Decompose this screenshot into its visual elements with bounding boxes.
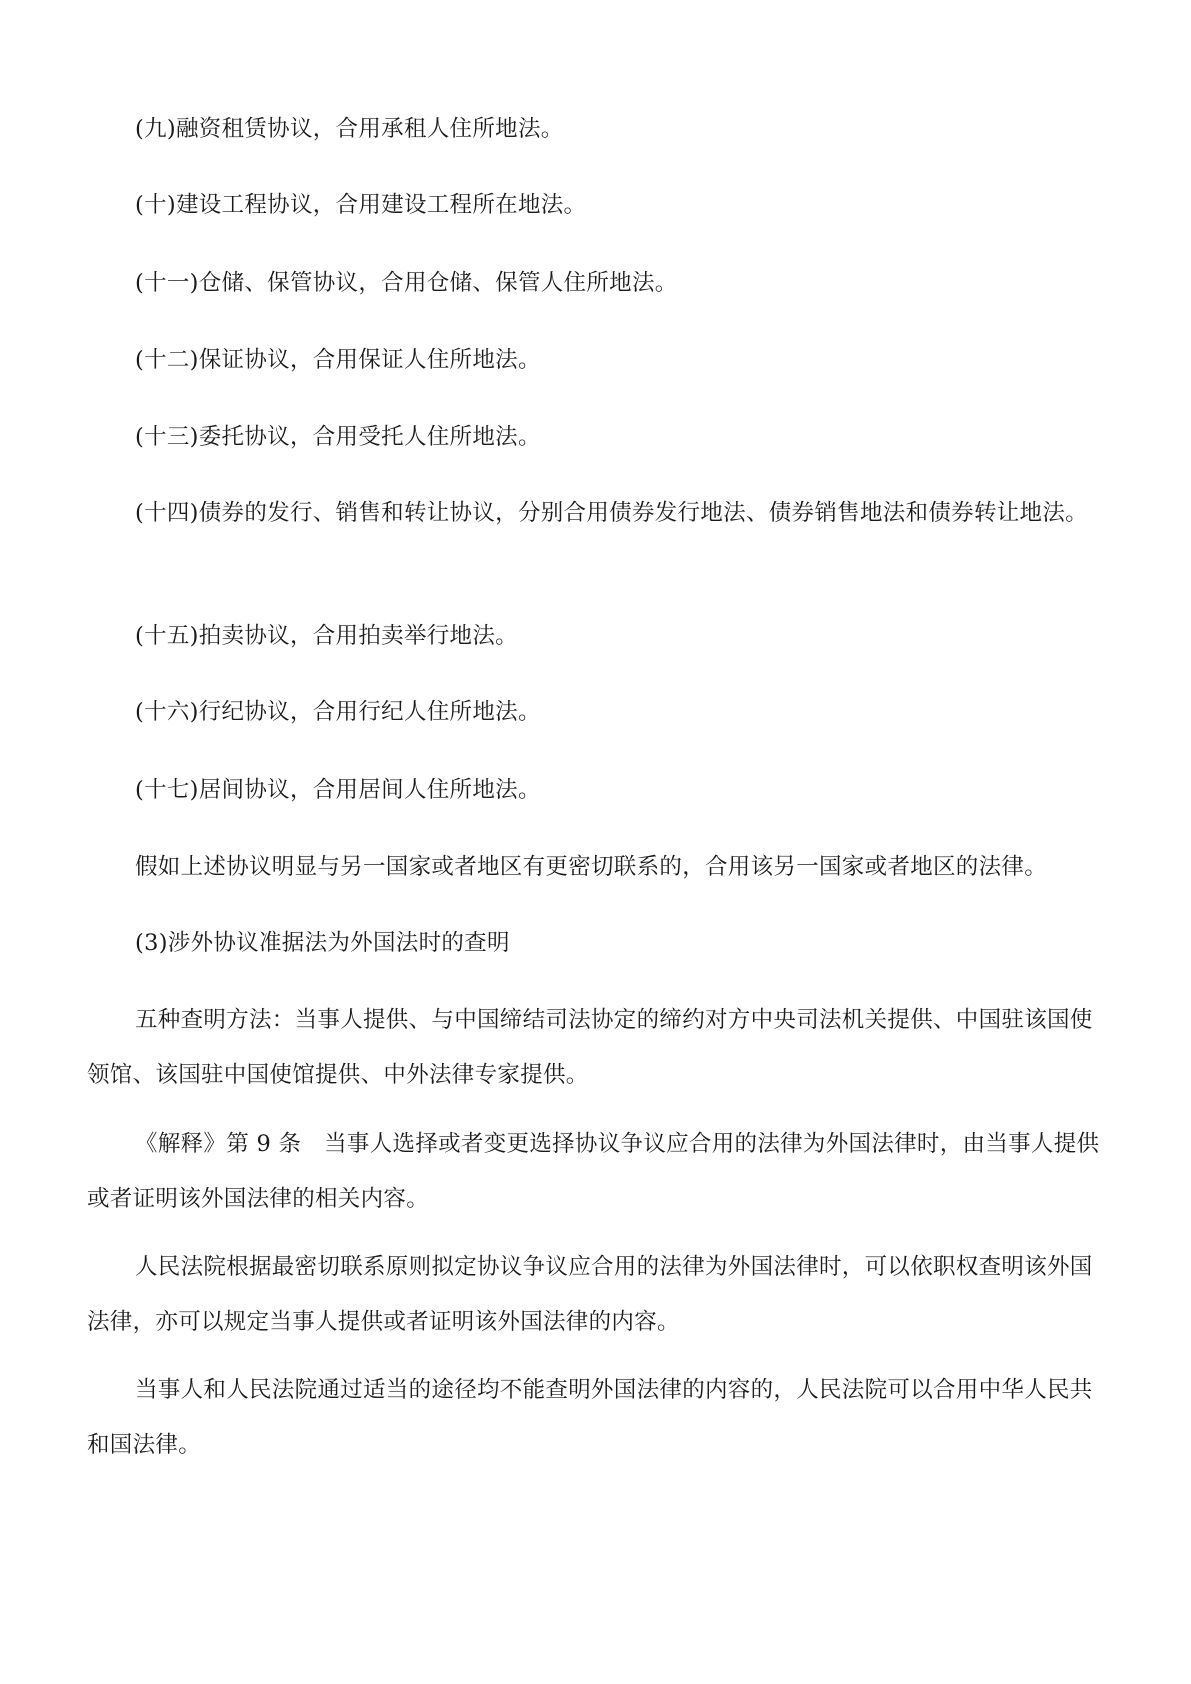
paragraph-item-10: (十)建设工程协议，合用建设工程所在地法。 (135, 192, 587, 218)
paragraph-court-ascertain: 人民法院根据最密切联系原则拟定协议争议应合用的法律为外国法律时，可以依职权查明该外国法律，亦可以规定当事人提供或者证明该外国法律的内容。 (87, 1254, 1093, 1335)
paragraph-interpretation-article-9: 《解释》第 9 条 当事人选择或者变更选择协议争议应合用的法律为外国法律时，由当事人提供或者证明该外国法律的相关内容。 (87, 1131, 1100, 1212)
paragraph-apply-prc-law: 当事人和人民法院通过适当的途径均不能查明外国法律的内容的，人民法院可以合用中华人民共和国法律。 (87, 1377, 1093, 1458)
paragraph-item-14: (十四)债券的发行、销售和转让协议，分别合用债券发行地法、债券销售地法和债券转让地法。 (135, 500, 1088, 526)
paragraph-item-9: (九)融资租赁协议，合用承租人住所地法。 (135, 116, 564, 142)
paragraph-item-11: (十一)仓储、保管协议，合用仓储、保管人住所地法。 (135, 270, 678, 296)
paragraph-item-17: (十七)居间协议，合用居间人住所地法。 (135, 777, 541, 803)
paragraph-item-16: (十六)行纪协议，合用行纪人住所地法。 (135, 699, 541, 725)
paragraph-five-methods: 五种查明方法：当事人提供、与中国缔结司法协定的缔约对方中央司法机关提供、中国驻该国使领馆、该国驻中国使馆提供、中外法律专家提供。 (87, 1007, 1093, 1088)
paragraph-item-13: (十三)委托协议，合用受托人住所地法。 (135, 424, 541, 450)
paragraph-item-15: (十五)拍卖协议，合用拍卖举行地法。 (135, 623, 518, 649)
paragraph-item-12: (十二)保证协议，合用保证人住所地法。 (135, 347, 541, 373)
section-heading-foreign-law: (3)涉外协议准据法为外国法时的查明 (135, 930, 510, 956)
paragraph-closer-connection: 假如上述协议明显与另一国家或者地区有更密切联系的，合用该另一国家或者地区的法律。 (135, 854, 1048, 880)
